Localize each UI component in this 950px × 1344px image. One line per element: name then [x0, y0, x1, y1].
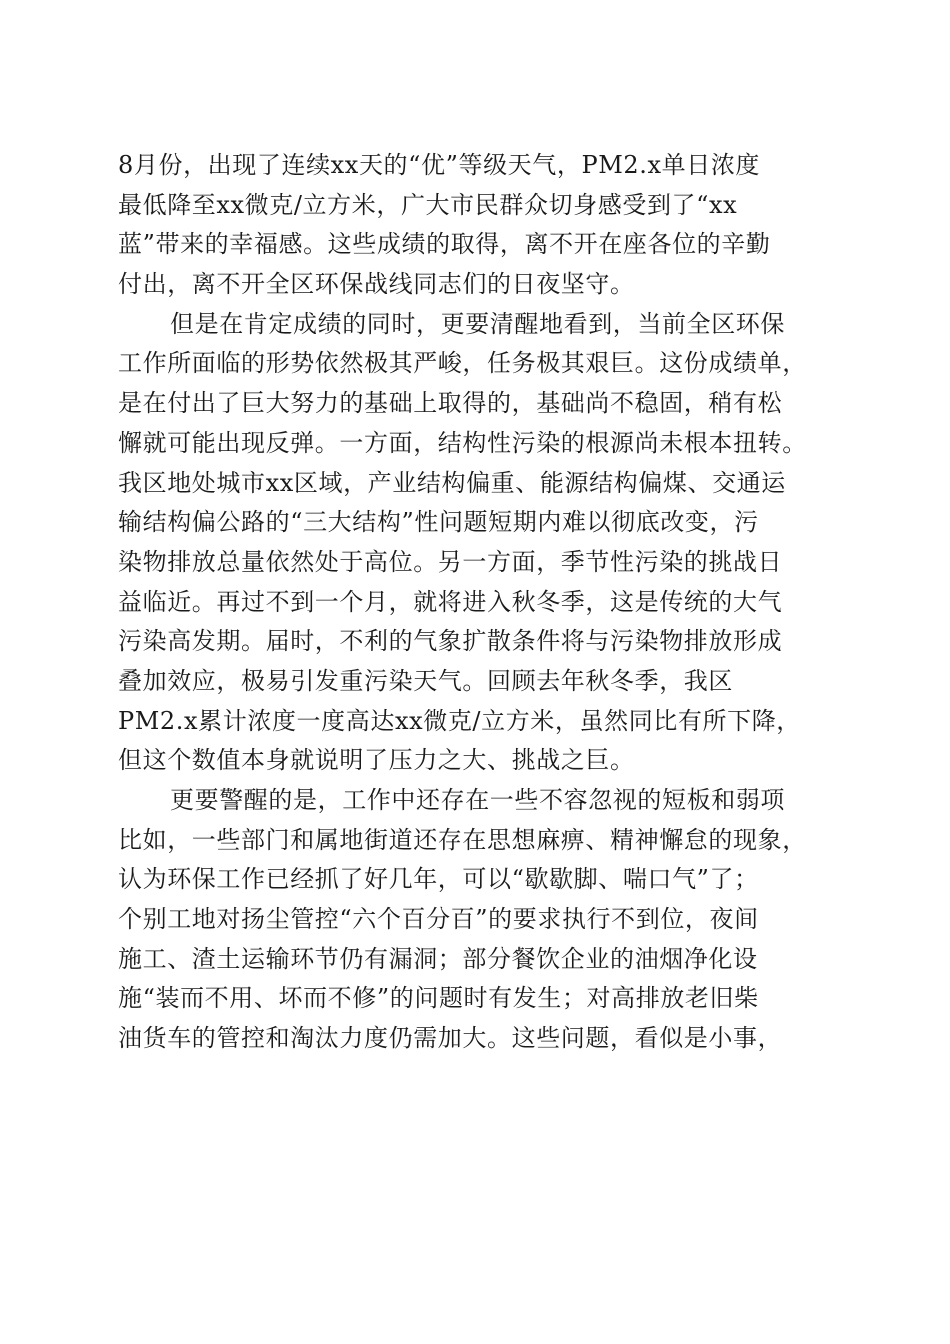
- paragraph-2: [118, 305, 838, 781]
- text-line: 染物排放总量依然处于高位。另一方面，季节性污染的挑战日: [118, 547, 783, 576]
- text-line: 认为环保工作已经抓了好几年，可以“歇歇脚、喘口气”了；: [118, 865, 759, 894]
- text-line: 施“装而不用、坏而不修”的问题时有发生；对高排放老旧柴: [118, 984, 759, 1013]
- text-line: 个别工地对扬尘管控“六个百分百”的要求执行不到位，夜间: [118, 905, 759, 934]
- text-line: 叠加效应，极易引发重污染天气。回顾去年秋冬季，我区: [118, 666, 733, 695]
- text-line: 益临近。再过不到一个月，就将进入秋冬季，这是传统的大气: [118, 587, 783, 616]
- text-line: 比如，一些部门和属地街道还存在思想麻痹、精神懈怠的现象，: [118, 825, 807, 854]
- text-line: 更要警醒的是，工作中还存在一些不容忽视的短板和弱项: [170, 786, 785, 814]
- text-line: 懈就可能出现反弹。一方面，结构性污染的根源尚未根本扭转。: [118, 428, 807, 457]
- text-line: 工作所面临的形势依然极其严峻，任务极其艰巨。这份成绩单，: [118, 349, 807, 378]
- text-line: 但是在肯定成绩的同时，更要清醒地看到，当前全区环保: [170, 309, 785, 338]
- text-line: 但这个数值本身就说明了压力之大、挑战之巨。: [118, 746, 635, 775]
- text-line: 是在付出了巨大努力的基础上取得的，基础尚不稳固，稍有松: [118, 389, 783, 418]
- text-line: 付出，离不开全区环保战线同志们的日夜坚守。: [118, 270, 635, 299]
- text-line: 施工、渣土运输环节仍有漏洞；部分餐饮企业的油烟净化设: [118, 944, 758, 973]
- text-line: 最低降至xx微克/立方米，广大市民群众切身感受到了“xx: [118, 190, 738, 219]
- paragraph-3: [118, 781, 838, 1059]
- text-line: 污染高发期。届时，不利的气象扩散条件将与污染物排放形成: [118, 627, 783, 656]
- text-line: 油货车的管控和淘汰力度仍需加大。这些问题，看似是小事，: [118, 1024, 783, 1053]
- text-line: 输结构偏公路的“三大结构”性问题短期内难以彻底改变，污: [118, 508, 759, 537]
- text-line: 蓝”带来的幸福感。这些成绩的取得，离不开在座各位的辛勤: [118, 230, 771, 259]
- text-line: 8月份，出现了连续xx天的“优”等级天气，PM2.x单日浓度: [118, 151, 761, 179]
- paragraph-1: [118, 146, 838, 305]
- text-line: 我区地处城市xx区域，产业结构偏重、能源结构偏煤、交通运: [118, 468, 786, 497]
- document-body: [118, 146, 838, 1059]
- text-line: PM2.x累计浓度一度高达xx微克/立方米，虽然同比有所下降，: [118, 706, 801, 735]
